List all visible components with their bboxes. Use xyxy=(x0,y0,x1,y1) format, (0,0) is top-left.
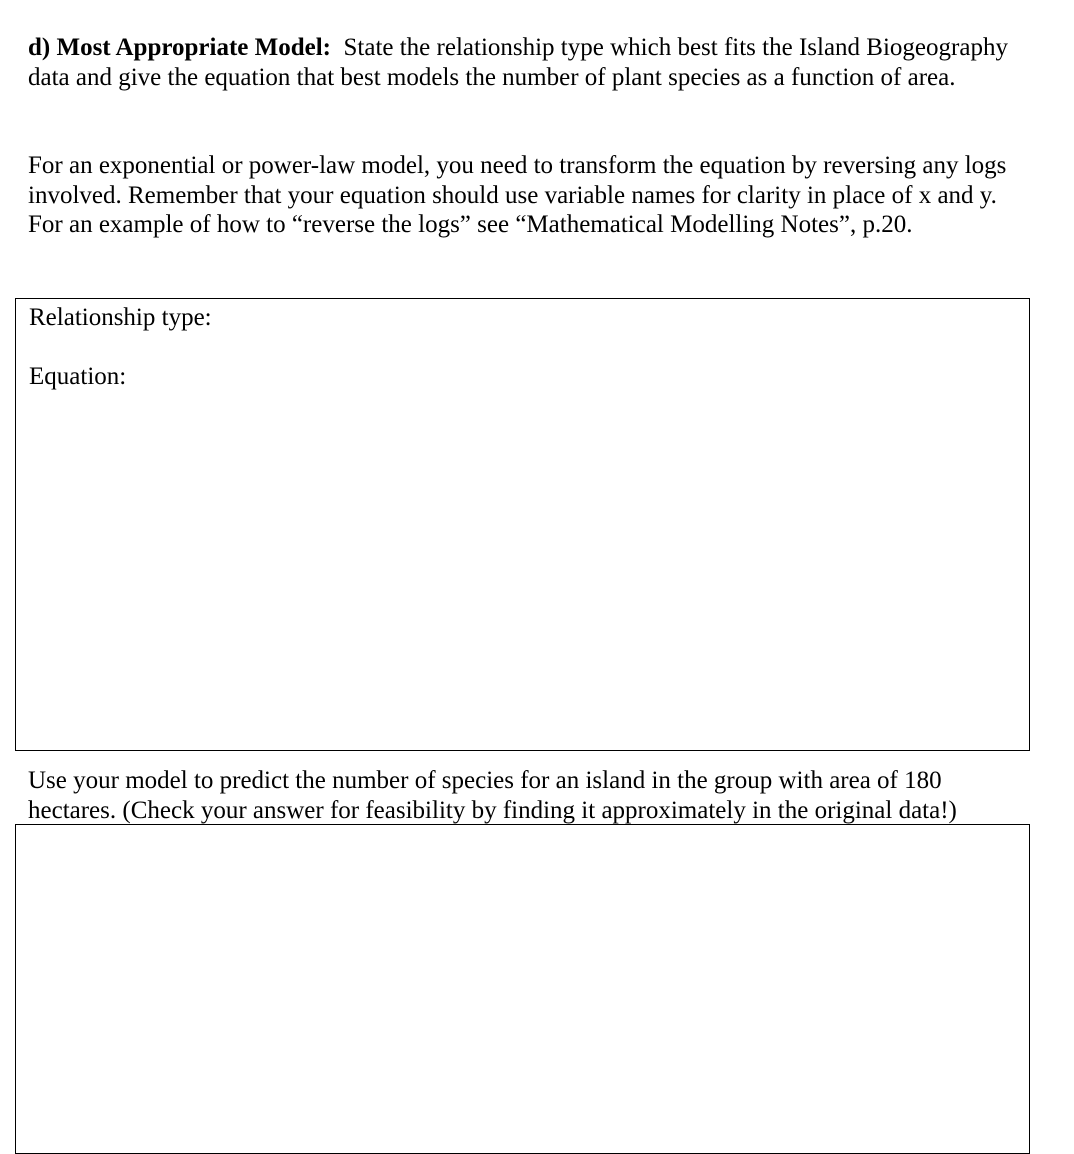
instructions-line-1: For an exponential or power-law model, you need to transform the equation by reversing any logs involved. Remember that your equation should use variable names for clarity in place of x and y. xyxy=(28,152,1007,209)
relationship-type-label: Relationship type: xyxy=(29,304,212,331)
equation-label: Equation: xyxy=(29,363,127,390)
prediction-prompt: Use your model to predict the number of species for an island in the group with area of 180 hectares. (Check your answer for feasibility by finding it approximately in the original data!) xyxy=(28,767,957,824)
equation-answer-area[interactable] xyxy=(29,395,1029,746)
prediction-answer-area[interactable] xyxy=(29,833,1029,1145)
question-title: Most Appropriate Model: xyxy=(56,34,331,61)
instructions-line-2: For an example of how to “reverse the logs” see “Mathematical Modelling Notes”, p.20. xyxy=(28,211,913,238)
prediction-answer-box[interactable] xyxy=(15,824,1030,1154)
relationship-type-answer-area[interactable] xyxy=(29,335,1029,361)
question-prompt: State the relationship type which best fits the Island Biogeography data and give the equation that best models the number of plant species as a function of area. xyxy=(28,34,1008,91)
instructions-paragraph xyxy=(28,151,1028,240)
question-d-paragraph xyxy=(28,33,1028,92)
model-answer-box xyxy=(15,298,1030,751)
question-label: d) xyxy=(28,34,51,61)
